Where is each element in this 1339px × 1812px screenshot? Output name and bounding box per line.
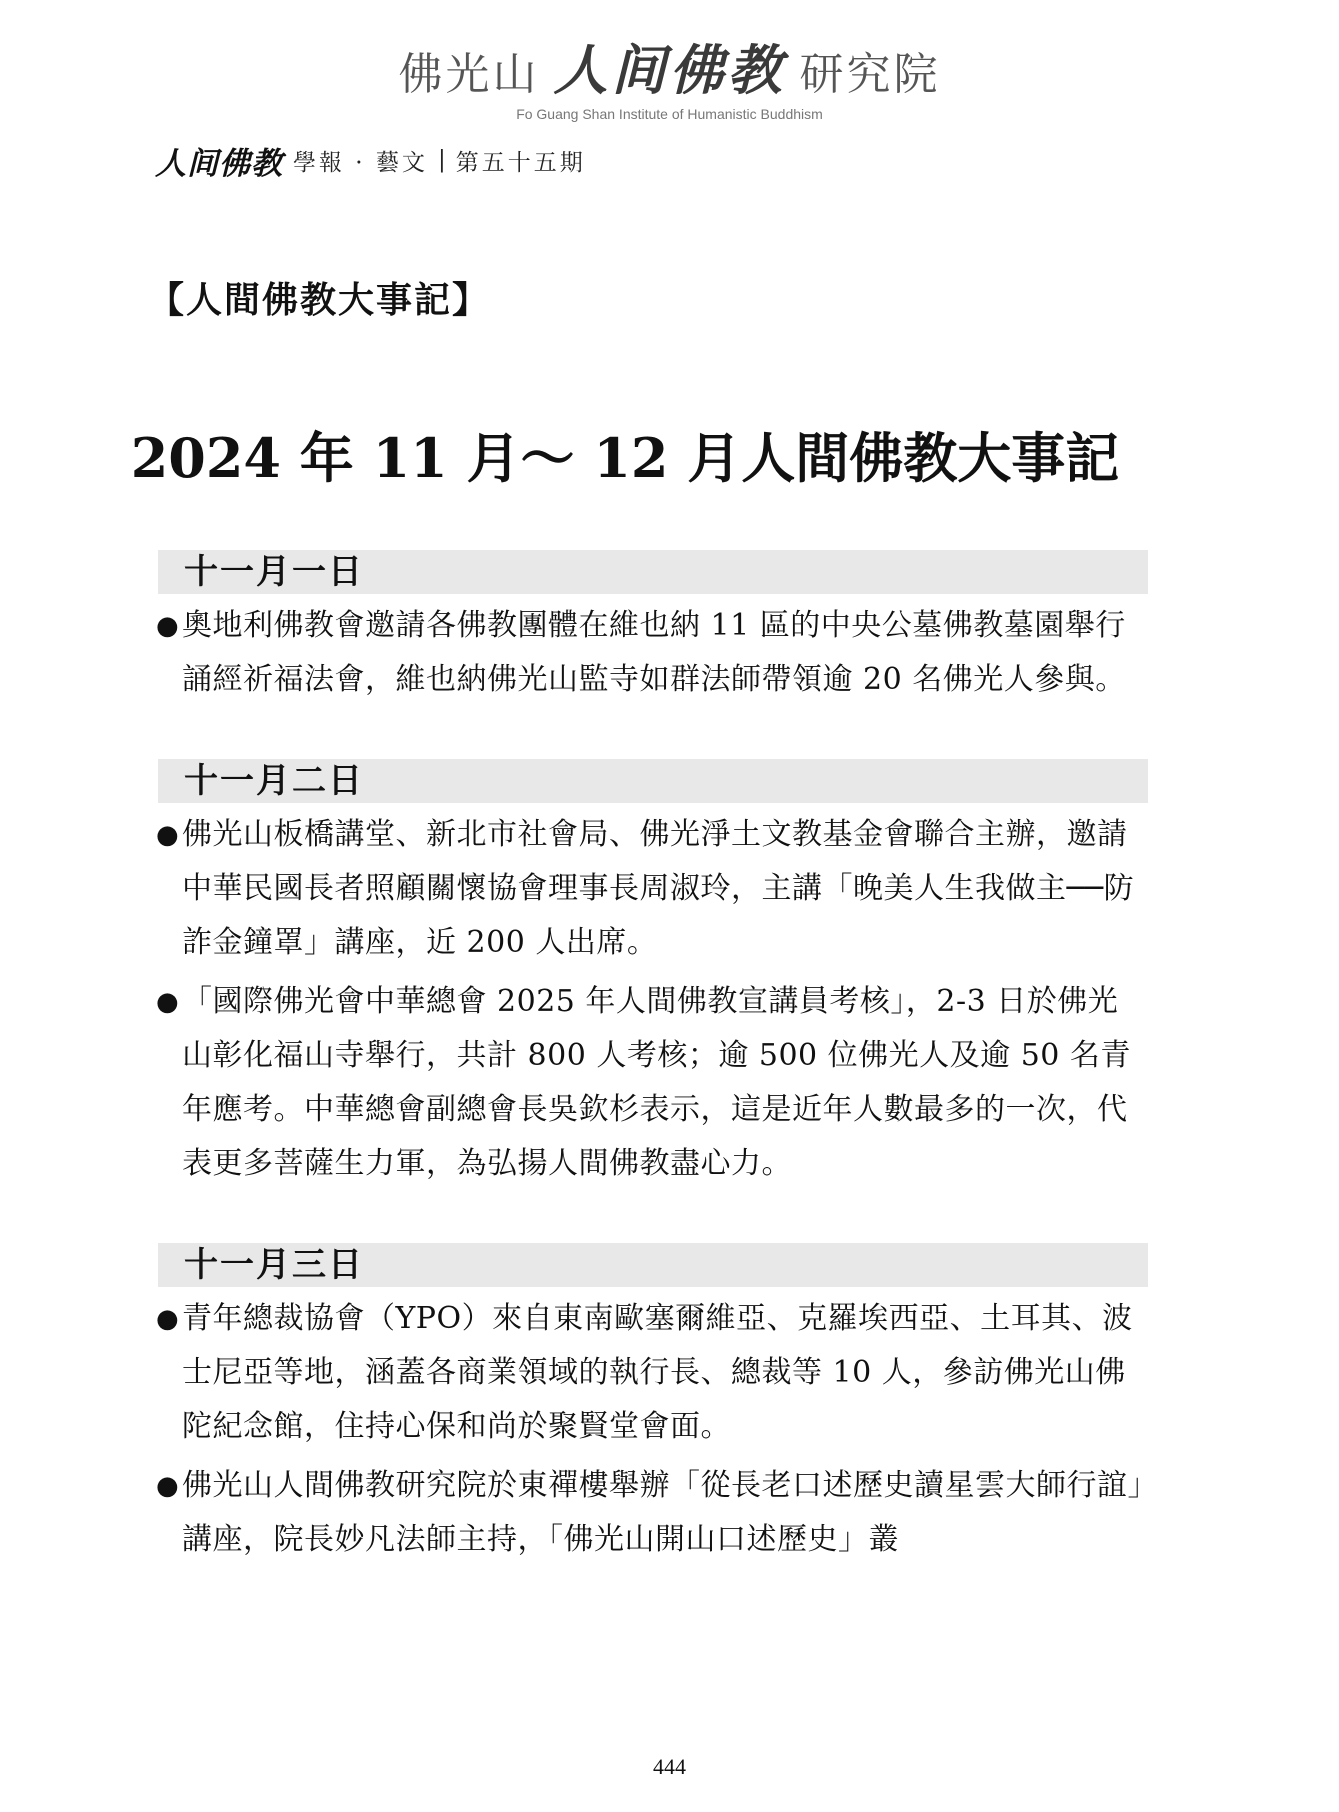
institute-prefix: 佛光山 bbox=[398, 49, 540, 100]
institute-english-name: Fo Guang Shan Institute of Humanistic Buddhism bbox=[516, 106, 823, 122]
journal-separator: | bbox=[437, 147, 446, 173]
bullet-icon: ● bbox=[156, 1304, 180, 1334]
journal-issue: 第五十五期 bbox=[455, 149, 586, 176]
journal-brand: 人间佛教 bbox=[155, 145, 283, 182]
day-section bbox=[158, 1243, 1148, 1567]
event-text: 青年總裁協會（YPO）來自東南歐塞爾維亞、克羅埃西亞、土耳其、波士尼亞等地，涵蓋各商業領域的執行長、總裁等 10 人，參訪佛光山佛陀紀念館，住持心保和尚於聚賢堂會面。 bbox=[182, 1301, 1133, 1444]
day-section bbox=[158, 550, 1148, 707]
event-text: 佛光山人間佛教研究院於東禪樓舉辦「從長老口述歷史讀星雲大師行誼」講座，院長妙凡法師主持，「佛光山開山口述歷史」叢 bbox=[182, 1468, 1143, 1557]
event-text: 佛光山板橋講堂、新北市社會局、佛光淨土文教基金會聯合主辦，邀請中華民國長者照顧關懷協會理事長周淑玲，主講「晚美人生我做主──防詐金鐘罩」講座，近 200 人出席。 bbox=[182, 817, 1135, 960]
institute-brand: 人间佛教 bbox=[553, 38, 786, 102]
bullet-icon: ● bbox=[156, 820, 180, 850]
event-text: 「國際佛光會中華總會 2025 年人間佛教宣講員考核」，2-3 日於佛光山彰化福山寺舉行，共計 800 人考核；逾 500 位佛光人及逾 50 名青年應考。中華總會副總會長吳欽杉表示，這是近年人數最多的一次，代表更多菩薩生力軍，為弘揚人間佛教盡心力。 bbox=[182, 984, 1131, 1181]
journal-header bbox=[155, 140, 586, 180]
section-label: 【人間佛教大事記】 bbox=[148, 279, 491, 321]
chronicle-content bbox=[158, 550, 1148, 1619]
journal-title: 學報 · 藝文 bbox=[293, 149, 428, 176]
event-entry bbox=[158, 1459, 1148, 1567]
bullet-icon: ● bbox=[156, 987, 180, 1017]
page-title: 2024 年 11 月～ 12 月人間佛教大事記 bbox=[130, 426, 1120, 490]
date-heading: 十一月一日 bbox=[158, 550, 1148, 594]
institute-suffix: 研究院 bbox=[799, 49, 941, 100]
date-heading: 十一月三日 bbox=[158, 1243, 1148, 1287]
bullet-icon: ● bbox=[156, 611, 180, 641]
bullet-icon: ● bbox=[156, 1471, 180, 1501]
page-number: 444 bbox=[653, 1754, 686, 1779]
event-entry bbox=[158, 808, 1148, 970]
day-section bbox=[158, 759, 1148, 1191]
event-entry bbox=[158, 599, 1148, 707]
event-entry bbox=[158, 975, 1148, 1191]
event-text: 奧地利佛教會邀請各佛教團體在維也納 11 區的中央公墓佛教墓園舉行誦經祈福法會，維也納佛光山監寺如群法師帶領逾 20 名佛光人參與。 bbox=[182, 608, 1126, 697]
institute-title bbox=[0, 40, 1339, 105]
event-entry bbox=[158, 1292, 1148, 1454]
date-heading: 十一月二日 bbox=[158, 759, 1148, 803]
